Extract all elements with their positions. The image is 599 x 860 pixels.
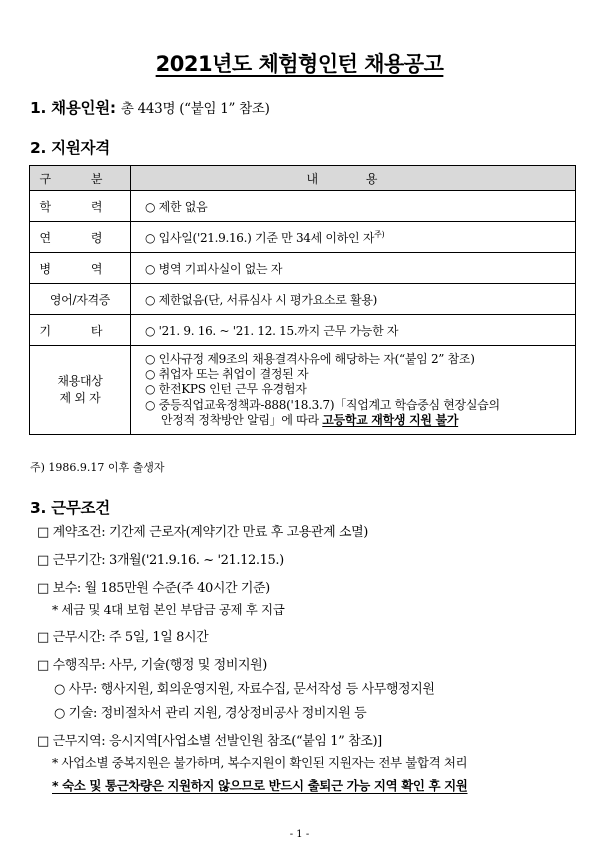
- page-title: 2021년도 체험형인턴 채용공고: [155, 52, 444, 76]
- row-key: 채용대상 제 외 자: [30, 346, 131, 435]
- table-row: [30, 284, 576, 315]
- condition-duties: □ 수행직무: 사무, 기술(행정 및 정비지원): [37, 658, 267, 673]
- condition-duties-tech: ○ 기술: 정비절차서 관리 지원, 경상정비공사 정비지원 등: [54, 706, 367, 721]
- exclusion-item: ○ 중등직업교육정책과-888('18.3.7)「직업계고 학습중심 현장실습의: [145, 397, 500, 412]
- condition-commute-note: * 숙소 및 통근차량은 지원하지 않으므로 반드시 출퇴근 가능 지역 확인 후 지원: [52, 778, 468, 793]
- condition-pay: □ 보수: 월 185만원 수준(주 40시간 기준): [37, 581, 270, 596]
- recruitment-count: 총 443명 (“붙임 1” 참조): [120, 101, 270, 117]
- condition-duties-office: ○ 사무: 행사지원, 회의운영지원, 자료수집, 문서작성 등 사무행정지원: [54, 682, 435, 697]
- row-value: ○ 입사일('21.9.16.) 기준 만 34세 이하인 자$^{주)}$: [131, 222, 576, 253]
- exclusion-item-continued: 안정적 정착방안 알림」에 따라 고등학교 재학생 지원 불가: [161, 412, 459, 427]
- section-recruitment: [30, 96, 270, 118]
- exclusion-item: ○ 인사규정 제9조의 채용결격사유에 해당하는 자(“붙임 2” 참조): [145, 351, 475, 366]
- table-row: [30, 191, 576, 222]
- row-value: [131, 346, 576, 435]
- section-conditions-heading: 3. 근무조건: [30, 499, 110, 517]
- row-key: 병 역: [30, 253, 131, 284]
- condition-period: □ 근무기간: 3개월('21.9.16. ~ '21.12.15.): [37, 553, 284, 568]
- row-key: 학 력: [30, 191, 131, 222]
- condition-pay-note: * 세금 및 4대 보험 본인 부담금 공제 후 지급: [52, 602, 285, 617]
- table-row: [30, 315, 576, 346]
- table-header-row: [30, 166, 576, 191]
- header-category: 구 분: [30, 166, 131, 191]
- highschool-restriction: 고등학교 재학생 지원 불가: [322, 412, 459, 427]
- section-recruitment-heading: 1. 채용인원:: [30, 99, 116, 117]
- table-row: [30, 253, 576, 284]
- condition-location: □ 근무지역: 응시지역[사업소별 선발인원 참조(“붙임 1” 참조)]: [37, 734, 382, 749]
- condition-contract: □ 계약조건: 기간제 근로자(계약기간 만료 후 고용관계 소멸): [37, 525, 368, 540]
- exclusion-item: ○ 취업자 또는 취업이 결정된 자: [145, 367, 309, 382]
- row-value: ○ 제한 없음: [131, 191, 576, 222]
- condition-hours: □ 근무시간: 주 5일, 1일 8시간: [37, 630, 209, 645]
- section-qualification-heading: 2. 지원자격: [30, 139, 110, 157]
- row-value: ○ '21. 9. 16. ~ '21. 12. 15.까지 근무 가능한 자: [131, 315, 576, 346]
- row-key: 연 령: [30, 222, 131, 253]
- page-number: - 1 -: [289, 829, 310, 840]
- condition-location-note: * 사업소별 중복지원은 불가하며, 복수지원이 확인된 지원자는 전부 불합격 처리: [52, 755, 468, 770]
- exclusion-item: ○ 한전KPS 인턴 근무 유경험자: [145, 382, 307, 397]
- row-key: 기 타: [30, 315, 131, 346]
- row-value: ○ 제한없음(단, 서류심사 시 평가요소로 활용): [131, 284, 576, 315]
- header-content: 내 용: [131, 166, 576, 191]
- row-value: ○ 병역 기피사실이 없는 자: [131, 253, 576, 284]
- qualification-table: [29, 165, 576, 435]
- row-key: 영어/자격증: [30, 284, 131, 315]
- table-row: [30, 222, 576, 253]
- table-row-exclusion: [30, 346, 576, 435]
- age-footnote: 주) 1986.9.17 이후 출생자: [30, 461, 165, 474]
